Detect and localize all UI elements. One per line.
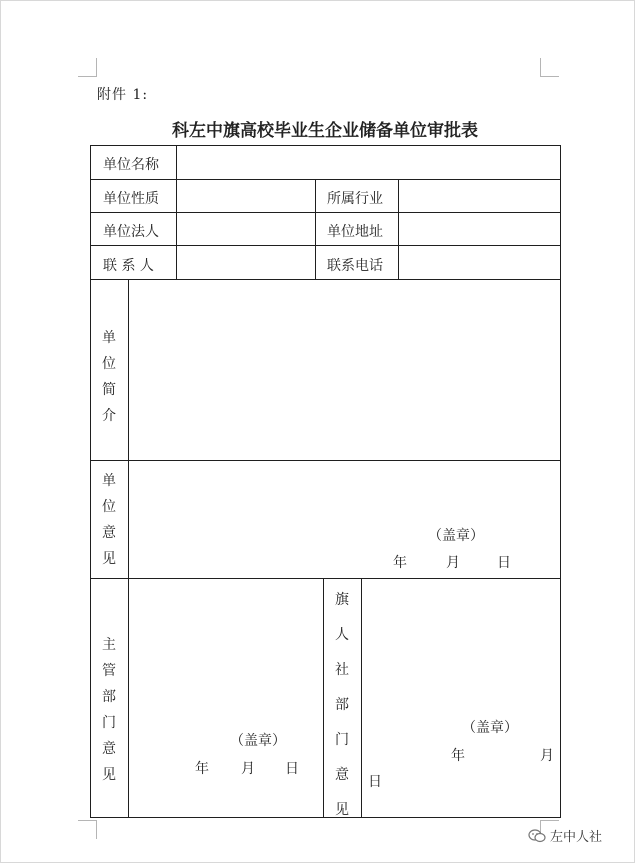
unit-nature-label: 单位性质 (103, 191, 159, 207)
dept-opinion-day: 日 (285, 761, 299, 777)
industry-label: 所属行业 (327, 191, 383, 207)
dept-opinion-label: 主 管 部 门 意 见 (102, 637, 116, 783)
form-title: 科左中旗高校毕业生企业储备单位审批表 (172, 121, 478, 141)
unit-opinion-label: 单 位 意 见 (102, 473, 116, 567)
watermark (528, 826, 602, 845)
dept-opinion-seal: （盖章） (230, 733, 286, 749)
legal-person-label: 单位法人 (103, 224, 159, 240)
unit-intro-label: 单 位 简 介 (102, 330, 116, 424)
annex-label: 附件 1: (97, 87, 149, 103)
unit-opinion-day: 日 (497, 555, 511, 571)
hr-opinion-month: 月 (540, 748, 554, 764)
hr-opinion-year: 年 (451, 748, 465, 764)
watermark-text: 左中人社 (550, 830, 603, 845)
hr-opinion-day: 日 (368, 774, 382, 790)
address-label: 单位地址 (327, 224, 383, 240)
hr-opinion-seal: （盖章） (462, 720, 518, 736)
dept-opinion-year: 年 (195, 761, 209, 777)
unit-opinion-year: 年 (393, 555, 407, 571)
wechat-icon (528, 829, 546, 843)
contact-label: 联 系 人 (103, 258, 154, 274)
unit-opinion-seal: （盖章） (428, 528, 484, 544)
hr-opinion-label: 旗 人 社 部 门 意 见 (335, 592, 349, 818)
phone-label: 联系电话 (327, 258, 383, 274)
unit-name-label: 单位名称 (103, 157, 159, 173)
dept-opinion-month: 月 (241, 761, 255, 777)
unit-opinion-month: 月 (446, 555, 460, 571)
